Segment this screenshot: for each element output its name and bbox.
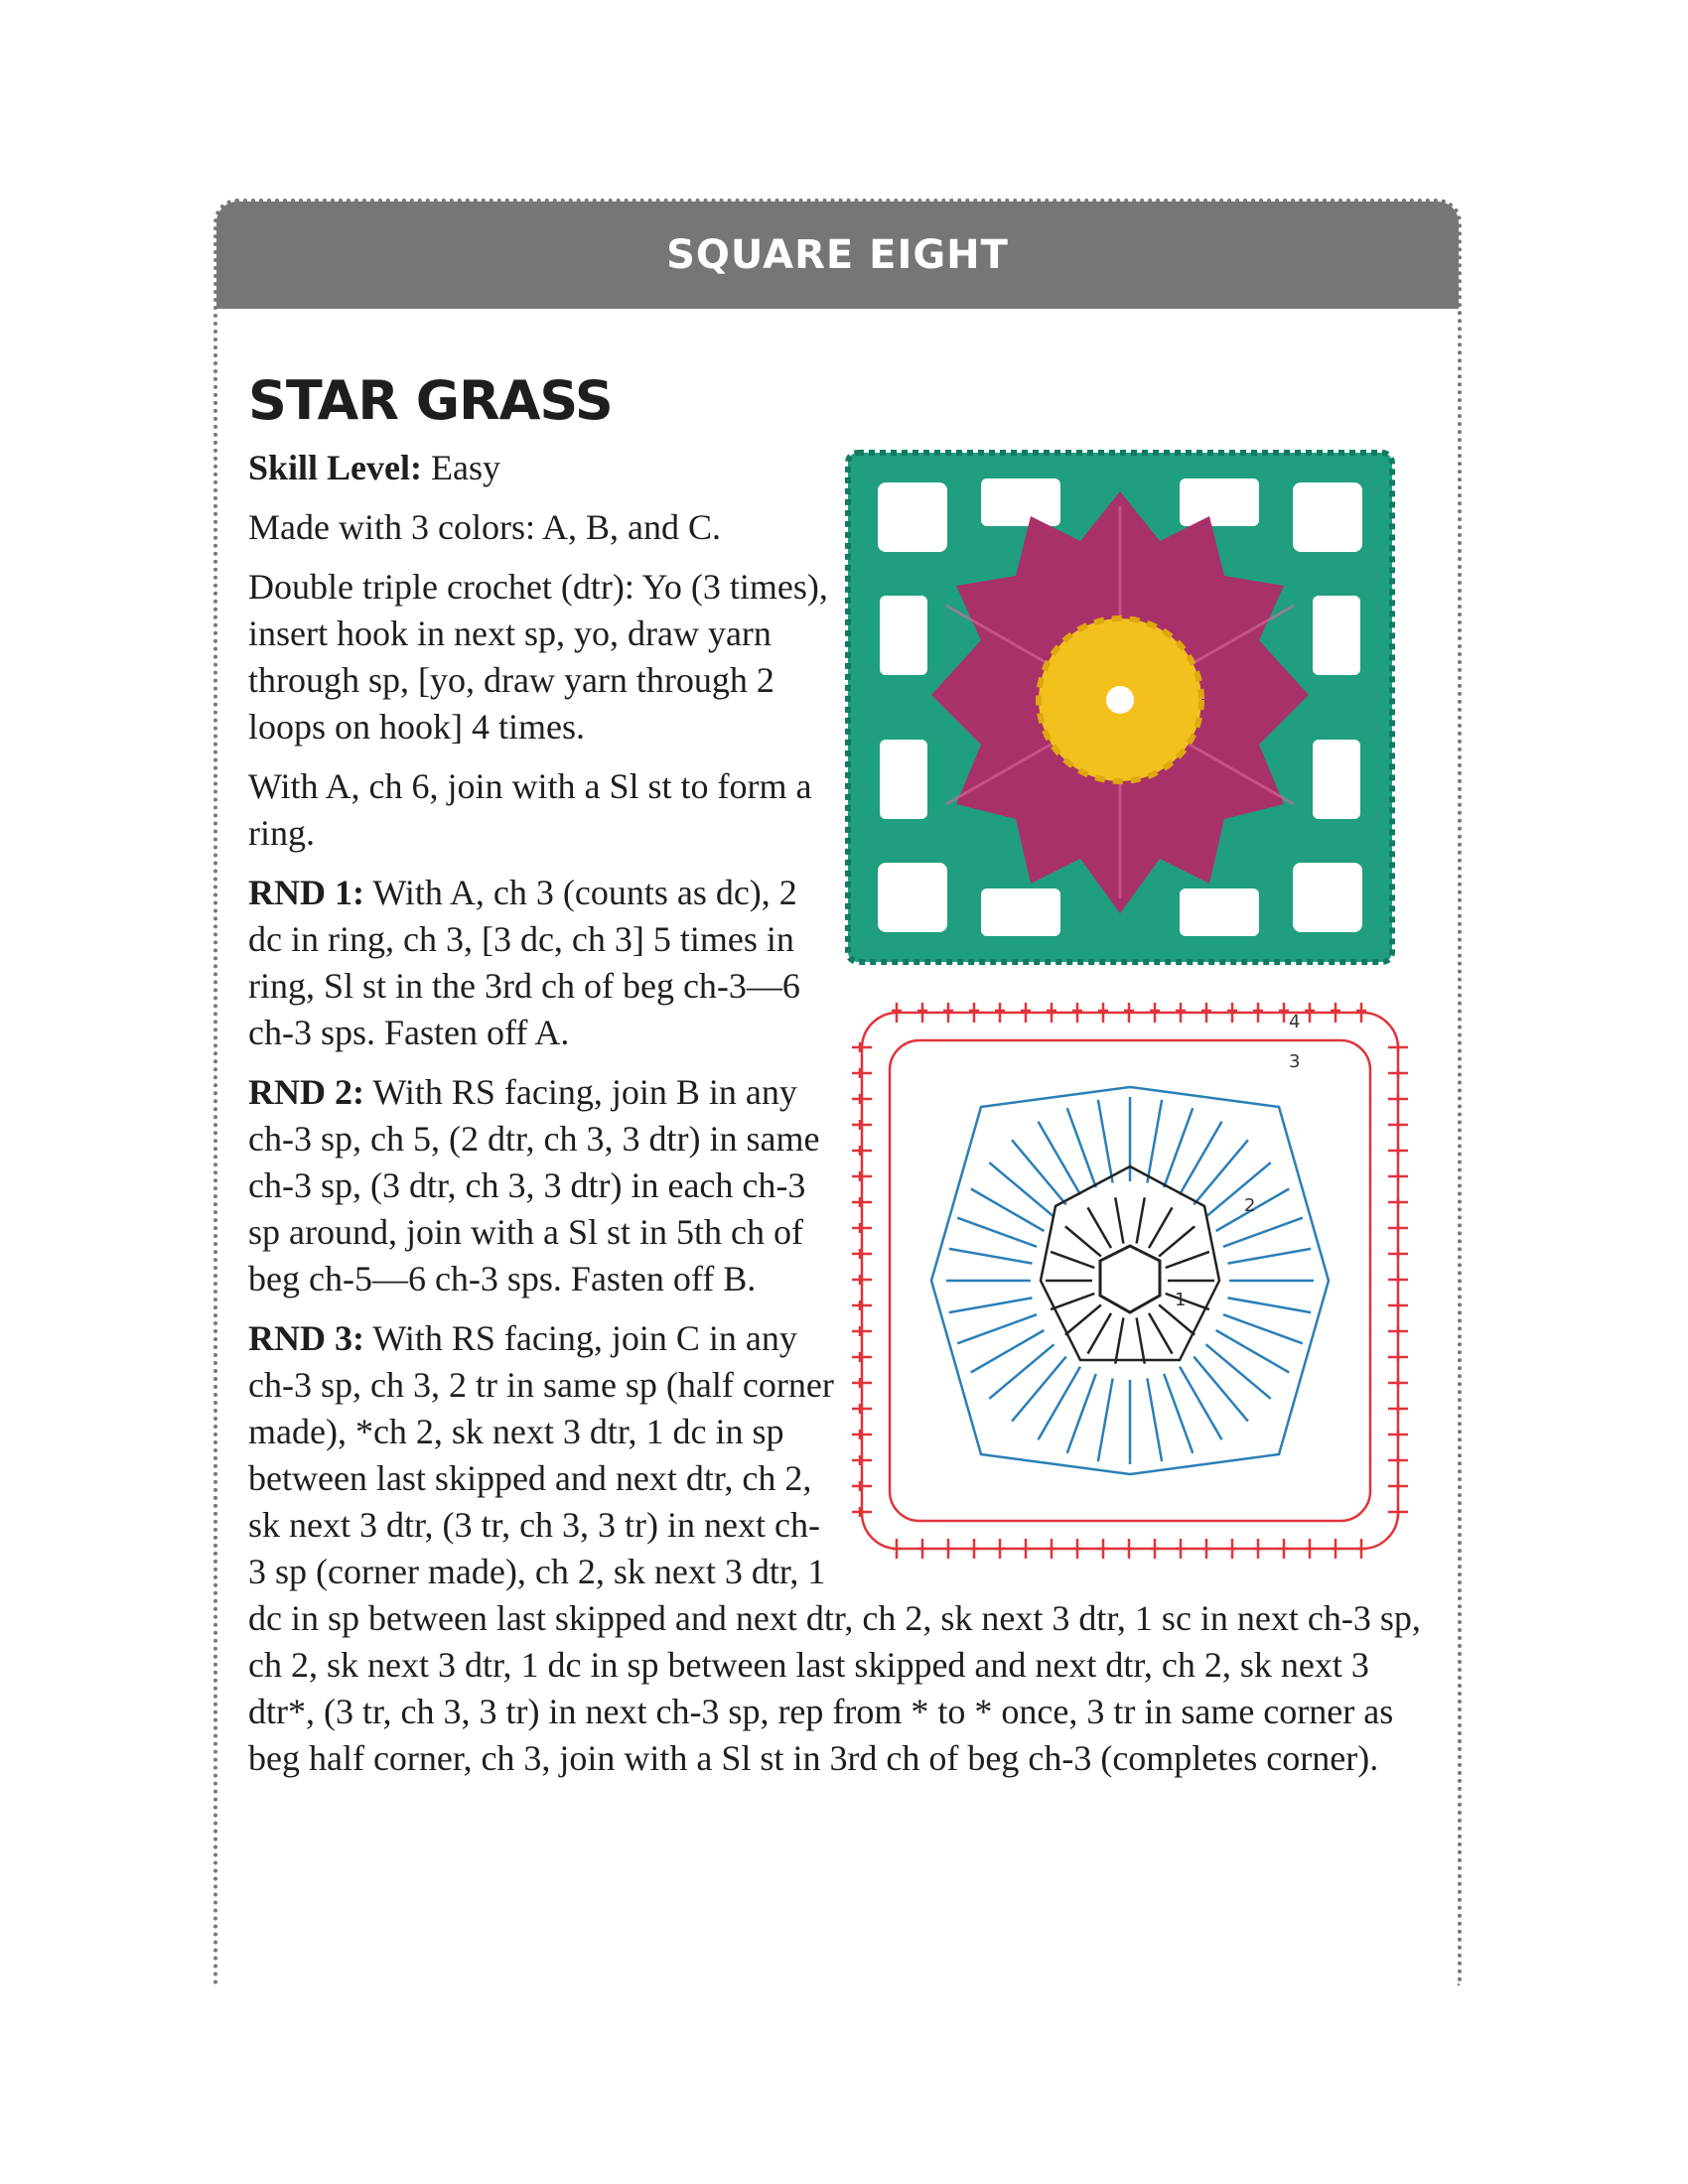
crochet-symbol-chart	[842, 993, 1418, 1569]
pattern-title: STAR GRASS	[248, 369, 613, 432]
granny-square-photo	[842, 447, 1398, 968]
foundation-ring: With A, ch 6, join with a Sl st to form a ring.	[248, 766, 812, 853]
skill-level-label: Skill Level:	[248, 448, 423, 487]
chart-label-4: 4	[1289, 1012, 1301, 1032]
round-1-text: With A, ch 3 (counts as dc), 2 dc in ring, ch 3, [3 dc, ch 3] 5 times in ring, Sl st in the 3rd ch of beg ch-3—6 ch-3 sps. Fasten off A.	[248, 873, 800, 1052]
chart-label-1: 1	[1175, 1290, 1187, 1310]
round-1-black	[1041, 1166, 1219, 1364]
colors-note: Made with 3 colors: A, B, and C.	[248, 507, 721, 547]
chart-label-3: 3	[1289, 1051, 1301, 1072]
flower-center	[1039, 618, 1201, 781]
chart-label-2: 2	[1244, 1195, 1256, 1216]
dtr-definition: Double triple crochet (dtr): Yo (3 times), insert hook in next sp, yo, draw yarn through sp, [yo, draw yarn through 2 loops on hook] 4 times.	[248, 567, 828, 747]
skill-level-value: Easy	[422, 448, 500, 487]
round-1-label: RND 1:	[248, 873, 364, 912]
round-3-text: With RS facing, join C in any ch-3 sp, ch 3, 2 tr in same sp (half corner made), *ch 2, sk next 3 dtr, 1 dc in sp between last skipped and next dtr, ch 2, sk next 3 dtr, (3 tr, ch 3, 3 tr) in next ch-3 sp (corner made), ch 2, sk next 3 dtr, 1 dc in sp between last skipped and next dtr, ch 2, sk next 3 dtr, 1 sc in next ch-3 sp, ch 2, sk next 3 dtr, 1 dc in sp between last skipped and next dtr, ch 2, sk next 3 dtr*, (3 tr, ch 3, 3 tr) in next ch-3 sp, rep from * to * once, 3 tr in same corner as beg half corner, ch 3, join with a Sl st in 3rd ch of beg ch-3 (completes corner).	[248, 1318, 1421, 1778]
round-2-label: RND 2:	[248, 1072, 364, 1112]
round-3-label: RND 3:	[248, 1318, 364, 1358]
round-2-text: With RS facing, join B in any ch-3 sp, ch 5, (2 dtr, ch 3, 3 dtr) in same ch-3 sp, (3 dtr, ch 3, 3 dtr) in each ch-3 sp around, join with a Sl st in 5th ch of beg ch-5—6 ch-3 sps. Fasten off B.	[248, 1072, 820, 1298]
round-2-blue	[931, 1087, 1329, 1474]
section-banner: SQUARE EIGHT	[216, 202, 1459, 309]
